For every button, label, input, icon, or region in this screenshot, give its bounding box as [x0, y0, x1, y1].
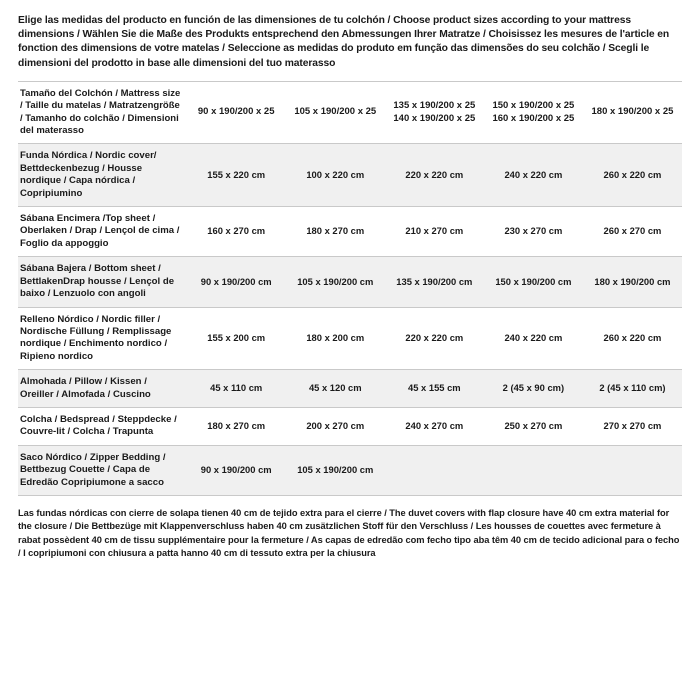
table-cell: 260 x 270 cm [583, 207, 682, 257]
table-cell: 2 (45 x 110 cm) [583, 370, 682, 408]
row-label: Almohada / Pillow / Kissen / Oreiller / Almofada / Cuscino [18, 370, 187, 408]
table-row [18, 407, 682, 445]
size-table [18, 81, 682, 496]
row-label: Sábana Encimera /Top sheet / Oberlaken / Drap / Lençol de cima / Foglio da appoggio [18, 207, 187, 257]
table-cell: 150 x 190/200 cm [484, 257, 583, 307]
table-cell: 135 x 190/200 cm [385, 257, 484, 307]
table-cell: 260 x 220 cm [583, 307, 682, 370]
row-label: Tamaño del Colchón / Mattress size / Taille du matelas / Matratzengröße / Tamanho do colchão / Dimensioni del materasso [18, 81, 187, 144]
table-row [18, 370, 682, 408]
table-cell: 155 x 220 cm [187, 144, 286, 207]
row-label: Relleno Nórdico / Nordic filler / Nordische Füllung / Remplissage nordique / Enchimento nordico / Ripieno nordico [18, 307, 187, 370]
table-cell: 105 x 190/200 x 25 [286, 81, 385, 144]
row-label: Funda Nórdica / Nordic cover/ Bettdeckenbezug / Housse nordique / Capa nórdica / Copripiumino [18, 144, 187, 207]
table-cell: 220 x 220 cm [385, 307, 484, 370]
table-cell: 155 x 200 cm [187, 307, 286, 370]
table-cell: 200 x 270 cm [286, 407, 385, 445]
table-cell: 180 x 270 cm [286, 207, 385, 257]
table-cell: 230 x 270 cm [484, 207, 583, 257]
table-cell: 250 x 270 cm [484, 407, 583, 445]
table-cell: 2 (45 x 90 cm) [484, 370, 583, 408]
table-cell: 220 x 220 cm [385, 144, 484, 207]
table-row [18, 307, 682, 370]
table-row [18, 445, 682, 495]
size-table-body [18, 81, 682, 495]
table-cell: 90 x 190/200 cm [187, 445, 286, 495]
table-cell: 260 x 220 cm [583, 144, 682, 207]
table-cell: 105 x 190/200 cm [286, 257, 385, 307]
table-cell: 45 x 120 cm [286, 370, 385, 408]
table-cell: 180 x 190/200 x 25 [583, 81, 682, 144]
table-cell: 45 x 110 cm [187, 370, 286, 408]
footer-note: Las fundas nórdicas con cierre de solapa tienen 40 cm de tejido extra para el cierre / The duvet covers with flap closure have 40 cm extra material for the closure / Die Bettbezüge mit Klappenverschluss haben 40 cm zusätzlichen Stoff für den Verschluss / Les housses de couettes avec fermeture à rabat possèdent 40 cm de tissu supplémentaire pour la fermeture / As capas de edredão com fecho tipo aba têm 40 cm de tecido adicional para o fecho / I copripiumoni con chiusura a patta hanno 40 cm di tessuto extra per la chiusura [18, 507, 680, 559]
row-label: Sábana Bajera / Bottom sheet / BettlakenDrap housse / Lençol de baixo / Lenzuolo con angoli [18, 257, 187, 307]
table-cell: 180 x 190/200 cm [583, 257, 682, 307]
row-label: Colcha / Bedspread / Steppdecke / Couvre-lit / Colcha / Trapunta [18, 407, 187, 445]
table-row [18, 207, 682, 257]
table-cell: 270 x 270 cm [583, 407, 682, 445]
table-row [18, 81, 682, 144]
table-cell [583, 445, 682, 495]
table-cell [385, 445, 484, 495]
table-cell: 240 x 270 cm [385, 407, 484, 445]
table-cell: 180 x 200 cm [286, 307, 385, 370]
table-cell: 135 x 190/200 x 25 140 x 190/200 x 25 [385, 81, 484, 144]
table-cell: 90 x 190/200 x 25 [187, 81, 286, 144]
table-cell: 240 x 220 cm [484, 144, 583, 207]
intro-text: Elige las medidas del producto en función de las dimensiones de tu colchón / Choose product sizes according to your mattress dimensions / Wählen Sie die Maße des Produkts entsprechend den Abmessungen Ihrer Matratze / Choisissez les mesures de l'article en fonction des dimensions de votre matelas / Seleccione as medidas do produto em função das dimensões do seu colchão / Scegli le dimensioni del prodotto in base alle dimensioni del tuo materasso [18, 15, 670, 69]
table-cell: 210 x 270 cm [385, 207, 484, 257]
table-row [18, 257, 682, 307]
table-cell: 100 x 220 cm [286, 144, 385, 207]
table-cell: 180 x 270 cm [187, 407, 286, 445]
table-cell: 150 x 190/200 x 25 160 x 190/200 x 25 [484, 81, 583, 144]
table-cell: 160 x 270 cm [187, 207, 286, 257]
table-cell: 240 x 220 cm [484, 307, 583, 370]
row-label: Saco Nórdico / Zipper Bedding / Bettbezug Couette / Capa de Edredão Copripiumone a sacco [18, 445, 187, 495]
table-cell: 45 x 155 cm [385, 370, 484, 408]
table-cell [484, 445, 583, 495]
table-cell: 105 x 190/200 cm [286, 445, 385, 495]
table-row [18, 144, 682, 207]
table-cell: 90 x 190/200 cm [187, 257, 286, 307]
